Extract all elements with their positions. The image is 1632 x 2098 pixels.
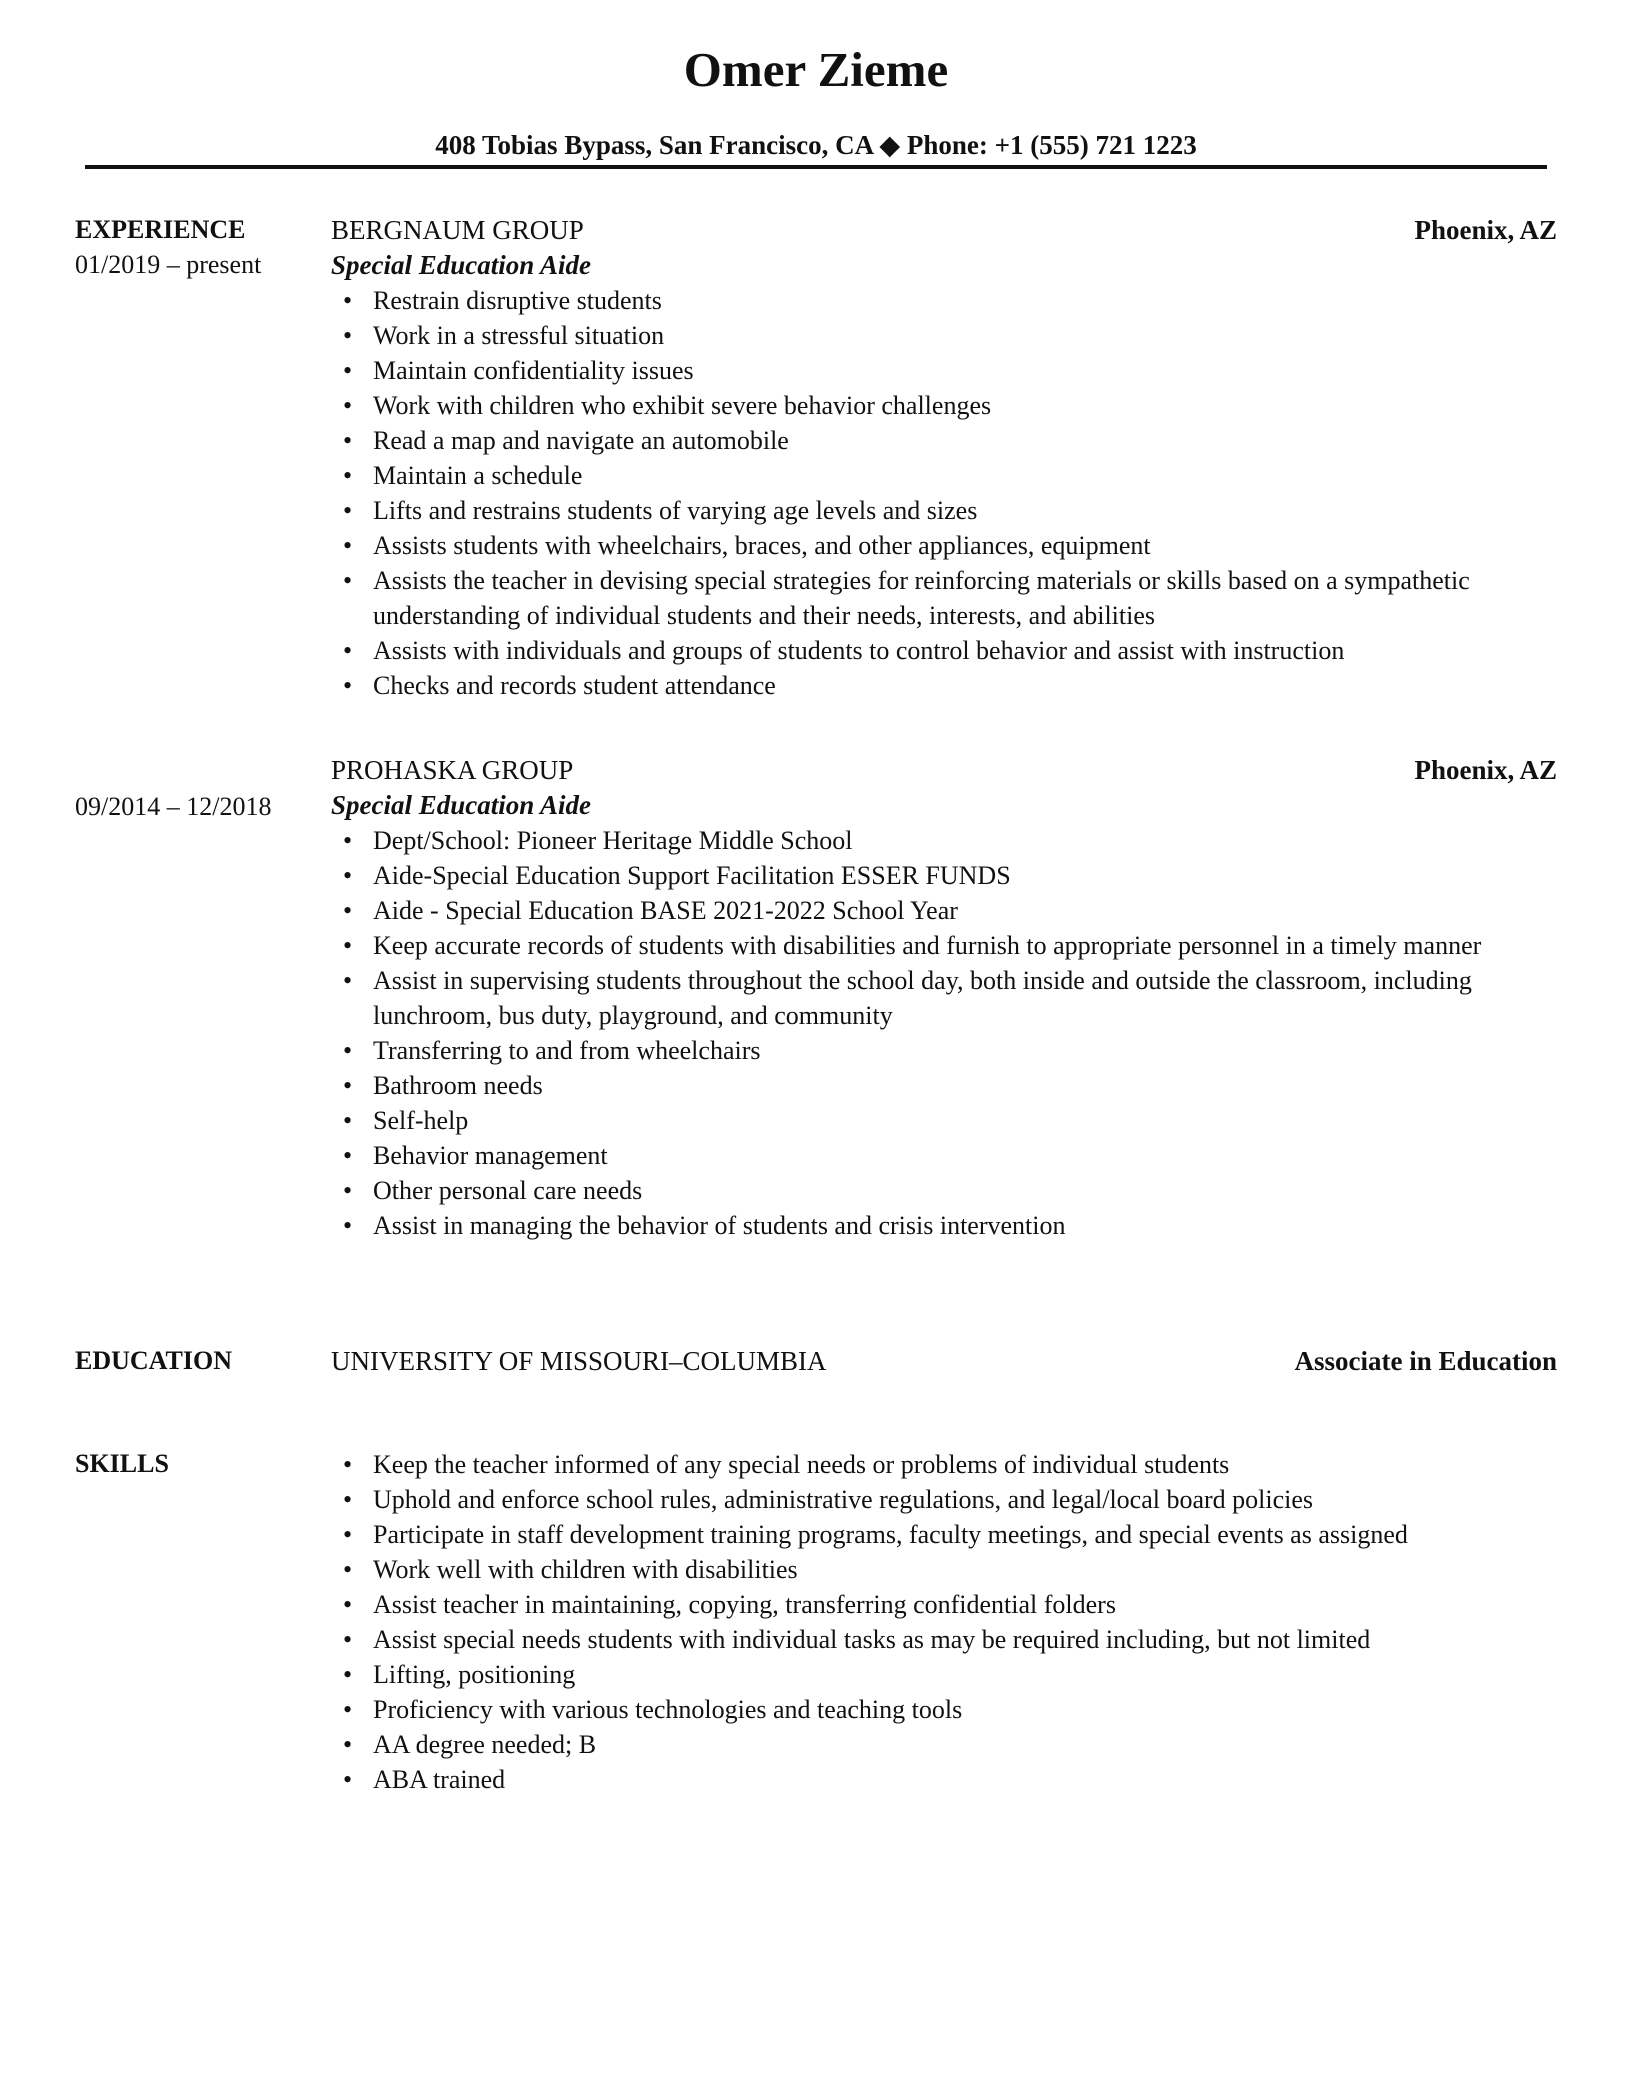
bullet-item: • Assist in managing the behavior of students and crisis intervention bbox=[331, 1208, 1557, 1243]
education-section-title: EDUCATION bbox=[75, 1346, 232, 1375]
bullet-item: • Assists students with wheelchairs, braces, and other appliances, equipment bbox=[331, 528, 1557, 563]
bullet-item: • ABA trained bbox=[331, 1762, 1557, 1797]
job-1-company: BERGNAUM GROUP bbox=[331, 215, 584, 245]
job-1 bbox=[331, 213, 1557, 703]
education-degree: Associate in Education bbox=[1294, 1346, 1557, 1376]
bullet-item: • Aide-Special Education Support Facilitation ESSER FUNDS bbox=[331, 858, 1557, 893]
education-header bbox=[331, 1344, 1557, 1378]
header-divider bbox=[85, 165, 1547, 169]
bullet-item: • Uphold and enforce school rules, administrative regulations, and legal/local board policies bbox=[331, 1482, 1557, 1517]
job-2-company: PROHASKA GROUP bbox=[331, 755, 574, 785]
job-2-bullets bbox=[331, 823, 1557, 1243]
bullet-item: • Aide - Special Education BASE 2021-2022 School Year bbox=[331, 893, 1557, 928]
education-school: UNIVERSITY OF MISSOURI–COLUMBIA bbox=[331, 1346, 827, 1376]
bullet-item: • Assists the teacher in devising special strategies for reinforcing materials or skills based on a sympathetic understanding of individual students and their needs, interests, and abilities bbox=[331, 563, 1557, 633]
skills-bullets bbox=[331, 1447, 1557, 1797]
experience-section-title: EXPERIENCE bbox=[75, 215, 246, 244]
job-1-header bbox=[331, 213, 1557, 247]
job-2-title: Special Education Aide bbox=[331, 790, 592, 820]
job-1-location: Phoenix, AZ bbox=[1414, 215, 1557, 245]
job-2 bbox=[331, 753, 1557, 1243]
bullet-item: • Participate in staff development training programs, faculty meetings, and special events as assigned bbox=[331, 1517, 1557, 1552]
bullet-item: • Proficiency with various technologies and teaching tools bbox=[331, 1692, 1557, 1727]
bullet-item: • Maintain confidentiality issues bbox=[331, 353, 1557, 388]
job-1-title: Special Education Aide bbox=[331, 250, 592, 280]
job-2-header bbox=[331, 753, 1557, 787]
bullet-item: • Keep accurate records of students with disabilities and furnish to appropriate personnel in a timely manner bbox=[331, 928, 1557, 963]
bullet-item: • Behavior management bbox=[331, 1138, 1557, 1173]
bullet-item: • Dept/School: Pioneer Heritage Middle School bbox=[331, 823, 1557, 858]
job-1-bullets bbox=[331, 283, 1557, 703]
bullet-item: • Work with children who exhibit severe behavior challenges bbox=[331, 388, 1557, 423]
bullet-item: • Assist teacher in maintaining, copying, transferring confidential folders bbox=[331, 1587, 1557, 1622]
bullet-item: • Bathroom needs bbox=[331, 1068, 1557, 1103]
contact-line: 408 Tobias Bypass, San Francisco, CA ◆ Phone: +1 (555) 721 1223 bbox=[435, 130, 1197, 160]
job-2-location: Phoenix, AZ bbox=[1414, 755, 1557, 785]
bullet-item: • Work in a stressful situation bbox=[331, 318, 1557, 353]
bullet-item: • Other personal care needs bbox=[331, 1173, 1557, 1208]
job-2-date: 09/2014 – 12/2018 bbox=[75, 792, 272, 821]
bullet-item: • Checks and records student attendance bbox=[331, 668, 1557, 703]
skills-block bbox=[331, 1447, 1557, 1797]
candidate-name: Omer Zieme bbox=[683, 42, 949, 97]
education-entry bbox=[331, 1344, 1557, 1378]
bullet-item: • Assist special needs students with individual tasks as may be required including, but not limited bbox=[331, 1622, 1557, 1657]
bullet-item: • Maintain a schedule bbox=[331, 458, 1557, 493]
bullet-item: • AA degree needed; B bbox=[331, 1727, 1557, 1762]
bullet-item: • Self-help bbox=[331, 1103, 1557, 1138]
skills-section-title: SKILLS bbox=[75, 1449, 169, 1478]
bullet-item: • Work well with children with disabilities bbox=[331, 1552, 1557, 1587]
bullet-item: • Assists with individuals and groups of students to control behavior and assist with instruction bbox=[331, 633, 1557, 668]
bullet-item: • Lifting, positioning bbox=[331, 1657, 1557, 1692]
job-1-date: 01/2019 – present bbox=[75, 250, 262, 279]
bullet-item: • Keep the teacher informed of any special needs or problems of individual students bbox=[331, 1447, 1557, 1482]
bullet-item: • Read a map and navigate an automobile bbox=[331, 423, 1557, 458]
bullet-item: • Assist in supervising students throughout the school day, both inside and outside the classroom, including lunchroom, bus duty, playground, and community bbox=[331, 963, 1557, 1033]
bullet-item: • Restrain disruptive students bbox=[331, 283, 1557, 318]
bullet-item: • Lifts and restrains students of varying age levels and sizes bbox=[331, 493, 1557, 528]
bullet-item: • Transferring to and from wheelchairs bbox=[331, 1033, 1557, 1068]
